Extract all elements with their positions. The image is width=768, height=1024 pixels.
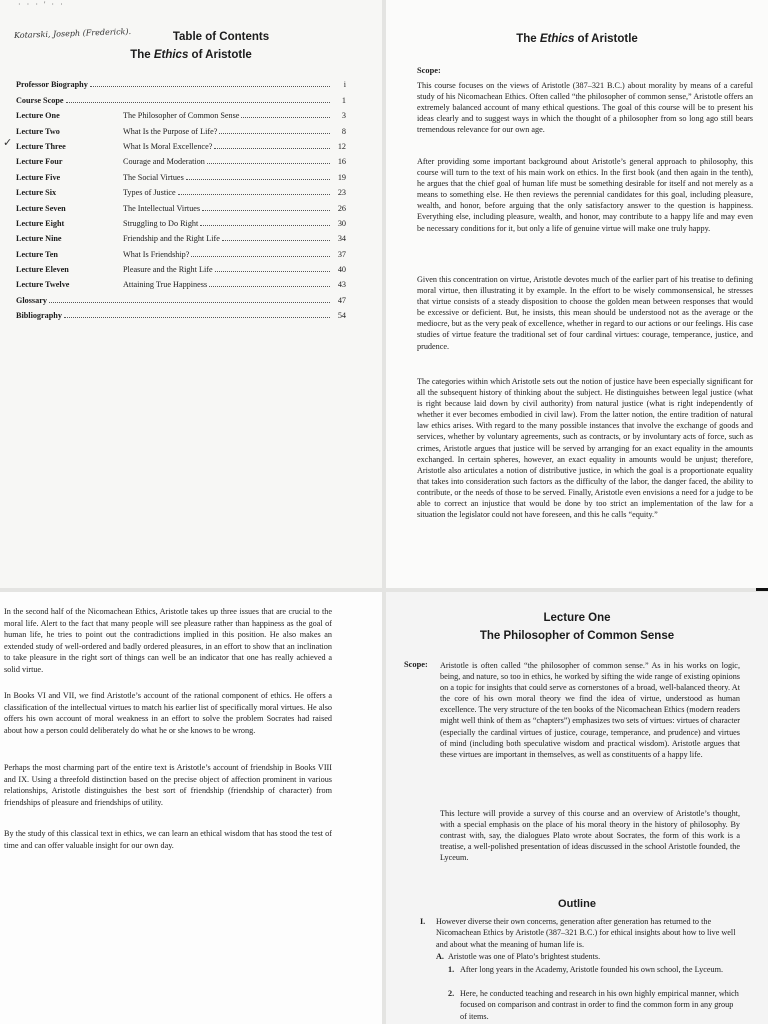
toc-entry-title: Friendship and the Right Life [123,234,220,244]
outline-number: 1. [448,965,455,974]
toc-entry-page: 23 [337,188,346,198]
toc-entry-page: 1 [341,95,346,105]
toc-entry [16,197,346,212]
toc-entry [16,274,346,289]
toc-entry-title-wrap [123,173,332,182]
toc-entry-title: What Is Friendship? [123,249,190,259]
outline-text: However diverse their own concerns, generation after generation has returned to the Nicomachean Ethics by Aristotle (387–321 B.C.) for ethical insights about how to live well and about what the meaning of human life is. [436,917,736,949]
toc-entry-label: Lecture Three [16,141,66,151]
outline-text: Aristotle was one of Plato’s brightest students. [448,952,601,961]
toc-subtitle: The Ethics of Aristotle [130,49,252,61]
toc-list [16,74,346,320]
toc-leader-dots [200,225,330,226]
toc-entry-title-wrap [47,302,332,305]
toc-leader-dots [64,317,330,318]
toc-title: Table of Contents [172,31,270,43]
toc-entry-label: Lecture Twelve [16,280,70,290]
toc-leader-dots [191,256,330,257]
continuation-paragraph: In the second half of the Nicomachean Ethics, Aristotle takes up three issues that are crucial to the moral life. Alert to the fact that many people will see pleasure rather than happiness as the goal of human life, he tries to point out the contradictions implied in this position. He also makes an extended study of well-ordered and badly ordered pleasures, in an effort to show that an inclination to take pleasure in the right sort of things can well be an indicator that one has really achieved a solid virtue. [4,607,332,674]
toc-entry-page: 37 [337,249,346,259]
toc-entry-title-wrap [123,280,332,289]
toc-entry-label: Course Scope [16,95,64,105]
toc-entry-title-wrap [123,111,332,120]
toc-leader-dots [209,286,330,287]
toc-entry-label: Glossary [16,295,47,305]
course-scope-page [386,0,768,588]
outline-item [436,951,742,962]
outline-item [448,964,742,975]
toc-entry-title-wrap [123,188,332,197]
toc-leader-dots [215,271,330,272]
toc-entry-page: 30 [337,218,346,228]
toc-entry-label: Lecture Nine [16,234,62,244]
continuation-paragraph: By the study of this classical text in ethics, we can learn an ethical wisdom that has stood the test of time and can offer valuable insight for our own day. [4,829,332,850]
toc-entry [16,74,346,89]
outline-title: Outline [558,898,596,910]
toc-entry-title-wrap [123,219,332,228]
outline-number: A. [436,952,444,961]
toc-leader-dots [49,302,330,303]
toc-entry-page: 47 [337,295,346,305]
toc-entry [16,213,346,228]
handwritten-note: Kotarski, Joseph (Frederick). [13,26,132,41]
toc-entry-title-wrap [123,234,332,243]
scope-page-title: The Ethics of Aristotle [516,33,638,45]
outline-number: I. [420,917,426,926]
scope-paragraph: After providing some important background about Aristotle’s general approach to philosophy, this course will turn to the text of his main work on ethics. In the first book (and then again in the tenth), he argues that the chief goal of human life must be something desirable for itself and not merely as a means to something else. He then reviews the perennial candidates for this goal, including pleasure, wealth, and honor, before arguing that the only satisfactory answer to the question is happiness. Everything else, including pleasure, wealth, and honor, may contribute to a happy life and may even be necessary conditions for it, but only a life of genuine virtue will make one truly happy. [417,157,753,233]
toc-entry [16,166,346,181]
toc-entry-page: 40 [337,265,346,275]
toc-entry-title: The Social Virtues [123,172,184,182]
toc-entry-title-wrap [64,102,332,105]
toc-entry [16,89,346,104]
toc-entry-title-wrap [123,142,332,151]
toc-entry-title: What Is Moral Excellence? [123,141,213,151]
toc-leader-dots [178,194,330,195]
toc-entry [16,151,346,166]
toc-leader-dots [90,86,330,87]
toc-entry-label: Lecture One [16,111,60,121]
lecture-scope-paragraph: This lecture will provide a survey of this course and an overview of Aristotle’s thought, with a special emphasis on the place of his moral theory in the history of philosophy. By contrast with, say, the dialogues Plato wrote about Socrates, the form of this work is a treatise, a well-polished presentation of ideas discussed in the school Aristotle founded, the Lyceum. [440,809,740,863]
toc-entry-label: Lecture Four [16,157,63,167]
toc-entry-label: Professor Biography [16,80,88,90]
toc-entry-label: Lecture Ten [16,249,58,259]
toc-leader-dots [66,102,330,103]
scope-paragraph: Given this concentration on virtue, Aristotle devotes much of the earlier part of his treatise to defining moral virtue, then illustrating it by example. In the effort to be wisely commonsensical, he stresses that virtue consists of a steady disposition to choose the golden mean between responses that would be excessive or deficient. But, he insists, this mean should be understood not as the average or the mediocre, but as the very peak of excellence, whether in regard to our actions or our feelings. His case studies of virtue feature the traditional set of four cardinal virtues: courage, temperance, justice, and prudence. [417,275,753,351]
outline-text: After long years in the Academy, Aristotle founded his own school, the Lyceum. [460,965,724,974]
toc-entry [16,105,346,120]
toc-entry-title: Attaining True Happiness [123,280,208,290]
toc-entry [16,120,346,135]
handwritten-check-mark: ✓ [3,137,13,149]
toc-entry-title-wrap [62,317,332,320]
toc-entry-label: Lecture Eleven [16,265,69,275]
scope-paragraph: This course focuses on the views of Aristotle (387–321 B.C.) about morality by means of a careful study of his Nicomachean Ethics. Often called “the philosopher of common sense,” Aristotle offers an extremely balanced account of many ethical questions. The goal of this course will be to present his ideas clearly and to suggest ways in which the thought of a philosopher from so long ago still bears tremendous relevance for our own age. [417,81,753,135]
toc-entry-label: Lecture Five [16,172,61,182]
toc-entry-title: The Philosopher of Common Sense [123,111,240,121]
toc-entry-title: Courage and Moderation [123,157,205,167]
outline-text: Here, he conducted teaching and research in his own highly empirical manner, which focused on comparison and contrast in order to find the common form in any group of items. [460,989,739,1021]
scope-continuation-page [0,592,382,1024]
outline-item [420,916,742,950]
toc-entry [16,182,346,197]
toc-entry-page: 8 [341,126,346,136]
toc-entry-page: 12 [337,141,346,151]
scope-heading: Scope: [417,66,441,75]
toc-leader-dots [186,179,330,180]
lecture-scope-paragraph: Aristotle is often called “the philosopher of common sense.” As in his works on logic, being, and nature, so too in ethics, he worked by sifting the wide range of existing opinions on a topic for insights that could serve as cornerstones of a broad, well-balanced theory. At the core of his own moral theory we find the idea of virtue, understood as human excellence. The very structure of the ten books of the Nicomachean Ethics (modern readers might well think of them as “chapters”) emphasizes two sets of virtues: virtues of character (especially the cardinal virtues of justice, courage, temperance, and prudence) and virtues of mind (including both speculative wisdom and practical wisdom). Aristotle argues that these virtues are important in themselves, as well as constituents of a happy life. [440,661,740,759]
toc-entry [16,243,346,258]
outline-number: 2. [448,989,455,998]
toc-entry-page: 3 [341,111,346,121]
continuation-paragraph: Perhaps the most charming part of the entire text is Aristotle’s account of friendship in Books VIII and IX. Using a threefold distinction based on the precise object of affection prominent in various relationships, Aristotle distinguishes the best sort of friendship (friendship of character) from friendships of pleasure and friendships of utility. [4,763,332,807]
lecture-subtitle: The Philosopher of Common Sense [479,630,675,642]
toc-entry-title-wrap [88,86,332,89]
toc-entry-page: i [343,80,346,90]
toc-entry-page: 54 [337,311,346,321]
toc-entry-title: Struggling to Do Right [123,218,199,228]
lecture-scope-label: Scope: [404,660,428,669]
toc-entry-title-wrap [123,265,332,274]
toc-leader-dots [207,163,330,164]
toc-entry [16,228,346,243]
toc-entry-page: 19 [337,172,346,182]
toc-entry [16,136,346,151]
toc-entry-title: Pleasure and the Right Life [123,265,213,275]
toc-entry-title: Types of Justice [123,188,176,198]
edge-mark [756,588,768,591]
toc-leader-dots [214,148,330,149]
toc-entry-page: 26 [337,203,346,213]
lecture-title: Lecture One [543,612,611,624]
toc-entry-page: 34 [337,234,346,244]
toc-entry [16,259,346,274]
toc-entry-title: What Is the Purpose of Life? [123,126,218,136]
toc-entry [16,289,346,304]
lecture-one-page [386,592,768,1024]
table-of-contents-page [0,0,382,588]
toc-entry-label: Lecture Seven [16,203,66,213]
toc-entry-title: The Intellectual Virtues [123,203,201,213]
toc-leader-dots [222,240,330,241]
toc-entry-title-wrap [123,250,332,259]
toc-entry-title-wrap [123,127,332,136]
outline-item [448,988,742,1022]
continuation-paragraph: In Books VI and VII, we find Aristotle’s account of the rational component of ethics. He offers a classification of the intellectual virtues to match his earlier list of specifically moral virtues. He also offers his own account of moral weakness in an effort to solve the problem Socrates had raised about how a person could deliberately do what he or she knows to be wrong. [4,691,332,735]
toc-entry-label: Lecture Six [16,188,57,198]
toc-entry-label: Lecture Two [16,126,60,136]
pencil-scribble: · · · ' · · [18,0,65,9]
toc-entry-title-wrap [123,157,332,166]
toc-entry-page: 43 [337,280,346,290]
toc-entry-title-wrap [123,204,332,213]
toc-leader-dots [202,210,330,211]
scope-paragraph: The categories within which Aristotle sets out the notion of justice have been especially significant for all the subsequent history of thinking about the subject. He distinguishes between legal justice (what is right because laid down by civil authority) from natural justice (what is right independently of whether it ever becomes embodied in civil law). From the latter notion, the entire tradition of natural law ethics arises. With regard to the many possible instances that involve the exchange of goods and services, whether by voluntary agreements, such as contracts, or by involuntary acts of force, such as crimes, Aristotle argues that justice will be served by arranging for an exact equality in the amounts exchanged. In certain spheres, however, an exact equality in amounts would be unjust; therefore, Aristotle also articulates a notion of distributive justice, in which the goal is a proportionate equality that takes into consideration such factors as the difficulty of the labor, the danger faced, the ability to contribute, or the needs of those to be served. Finally, Aristotle even envisions a need for a judge to be able to correct an injustice that would be done by too strict an implementation of the law for a situation the legislator could not have foreseen, and this he calls “equity.” [417,377,753,520]
toc-entry-page: 16 [337,157,346,167]
toc-entry-label: Lecture Eight [16,218,65,228]
toc-entry [16,305,346,320]
toc-leader-dots [219,133,330,134]
toc-leader-dots [241,117,330,118]
toc-entry-label: Bibliography [16,311,62,321]
